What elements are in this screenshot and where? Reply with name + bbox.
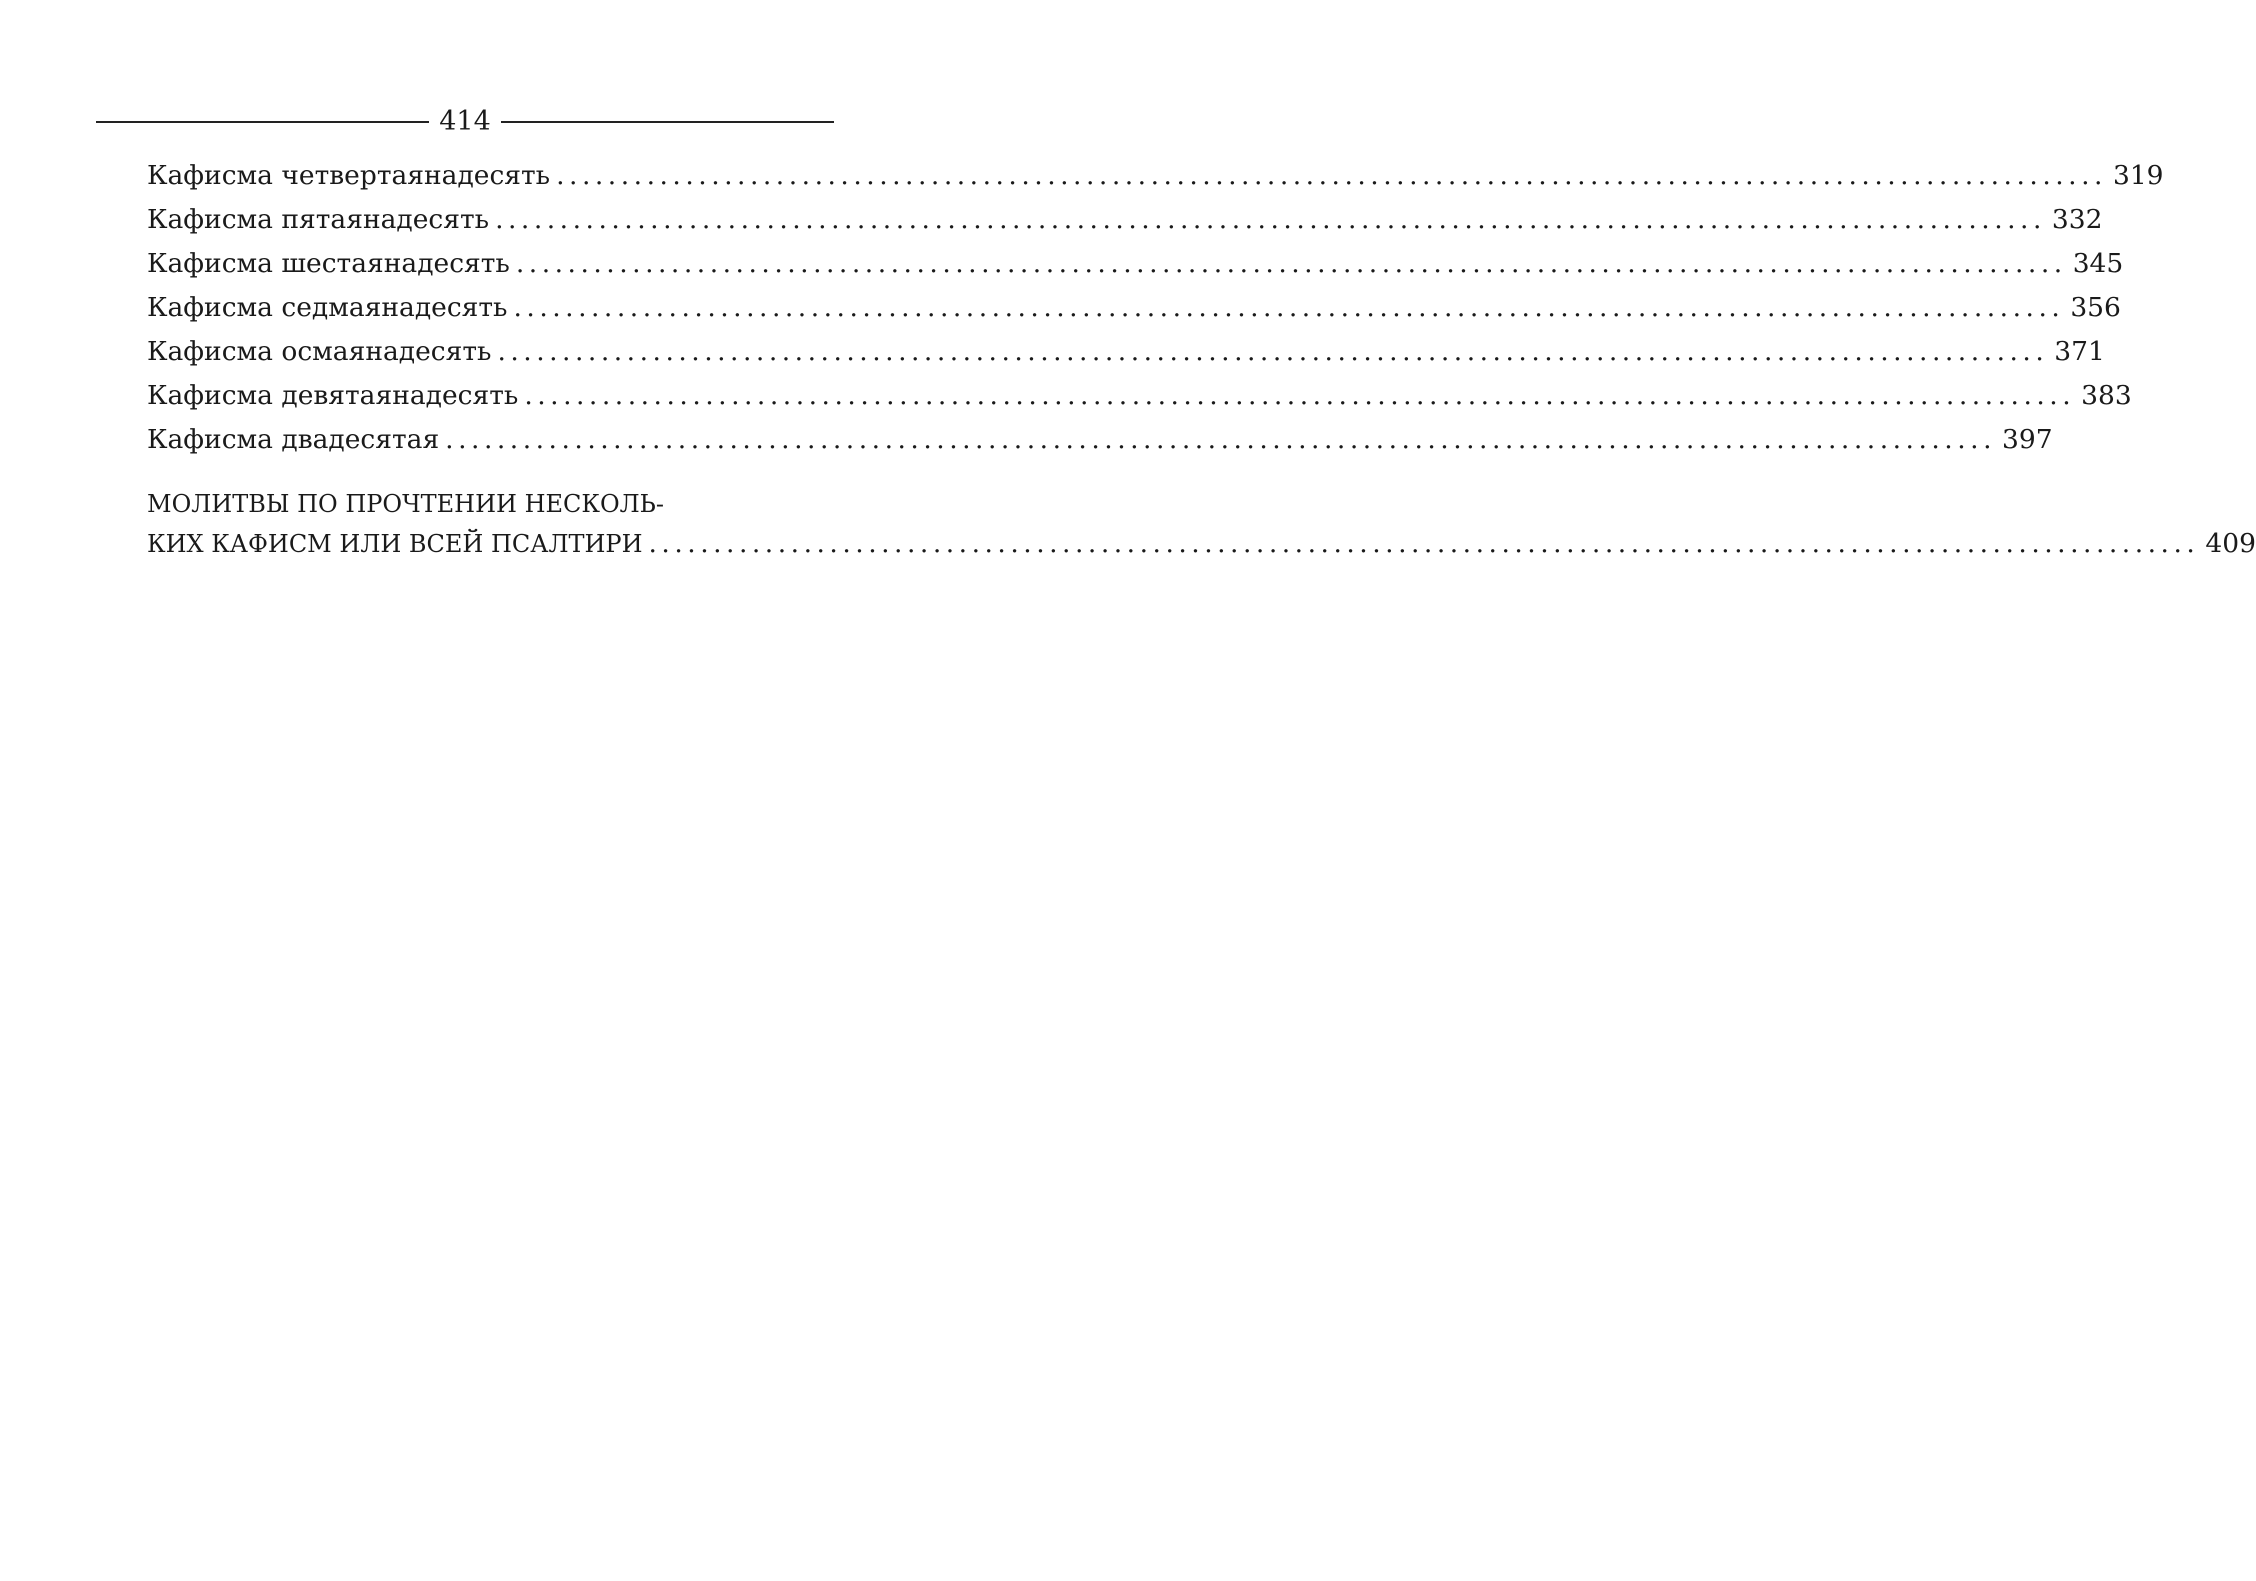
toc-entry-page: 345 (2072, 248, 2124, 279)
prayers-entry (147, 484, 2256, 564)
toc-entry (147, 154, 2164, 198)
toc-entry-title: Кафисма двадесятая (147, 424, 440, 455)
page-header (96, 100, 834, 144)
prayers-page: 409 (2205, 528, 2256, 559)
prayers-title-line1: МОЛИТВЫ ПО ПРОЧТЕНИИ НЕСКОЛЬ- (147, 490, 664, 518)
dot-leader: ........................................................................................................................ (524, 380, 2076, 411)
toc-entry-page: 383 (2081, 380, 2132, 411)
prayers-title-line2-row (147, 524, 2256, 564)
toc-entry-page: 332 (2051, 204, 2103, 235)
dot-leader: ........................................................................................................................ (497, 336, 2049, 367)
toc-entry (147, 418, 2053, 462)
toc-entry (147, 198, 2103, 242)
header-rule-right (501, 121, 834, 123)
dot-leader: ........................................................................................................................ (556, 160, 2107, 191)
dot-leader: ........................................................................................................................ (648, 528, 2200, 559)
prayers-title-line2: КИХ КАФИСМ ИЛИ ВСЕЙ ПСАЛТИРИ (147, 530, 643, 558)
header-rule-left (96, 121, 429, 123)
toc-entry-title: Кафисма девятаянадесять (147, 380, 519, 411)
toc-entry-page: 319 (2112, 160, 2164, 191)
toc-entry-page: 356 (2070, 292, 2121, 323)
dot-leader: ........................................................................................................................ (495, 204, 2046, 235)
toc-entry-page: 371 (2054, 336, 2105, 367)
toc-entry (147, 286, 2121, 330)
toc-entry (147, 242, 2124, 286)
toc-entry-title: Кафисма осмаянадесять (147, 336, 492, 367)
toc-entry-title: Кафисма седмаянадесять (147, 292, 508, 323)
toc-entry-title: Кафисма шестаянадесять (147, 248, 510, 279)
table-of-contents (147, 154, 2256, 564)
dot-leader: ........................................................................................................................ (513, 292, 2065, 323)
toc-entry-page: 397 (2002, 424, 2053, 455)
toc-entry (147, 330, 2105, 374)
toc-entry-title: Кафисма пятаянадесять (147, 204, 490, 235)
toc-entry-title: Кафисма четвертаянадесять (147, 160, 551, 191)
toc-entry (147, 374, 2132, 418)
dot-leader: ........................................................................................................................ (515, 248, 2067, 279)
page-number: 414 (439, 106, 491, 137)
dot-leader: ........................................................................................................................ (445, 424, 1997, 455)
